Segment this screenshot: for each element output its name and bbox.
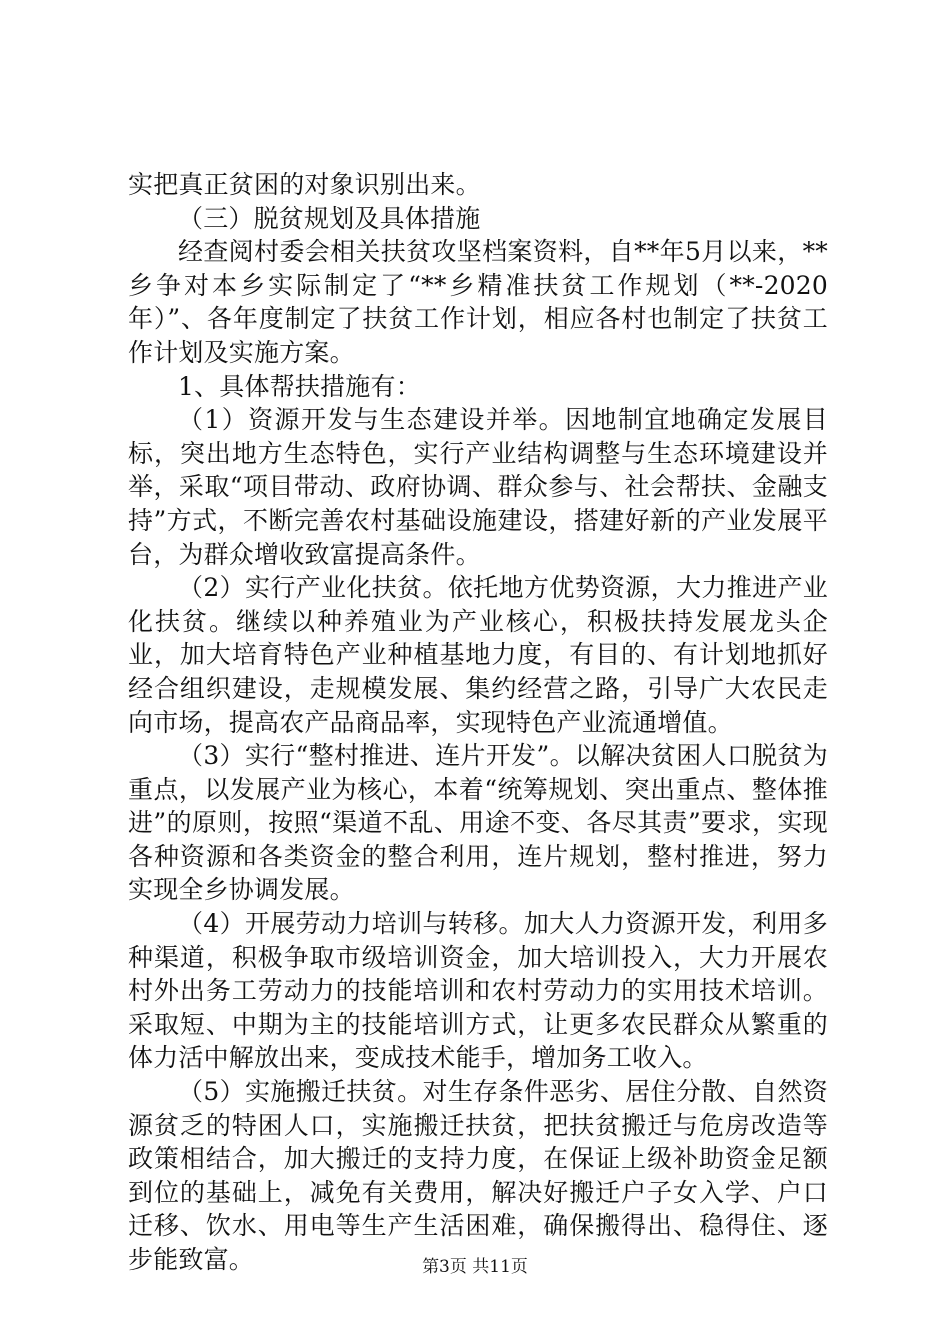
page-number-footer: 第3页 共11页	[422, 1257, 528, 1277]
paragraph-measure-2: （2）实行产业化扶贫。依托地方优势资源，大力推进产业化扶贫。继续以种养殖业为产业核心，积极扶持发展龙头企业，加大培育特色产业种植基地力度，有目的、有计划地抓好经合组织建设，走规模发展、集约经营之路，引导广大农民走向市场，提高农产品商品率，实现特色产业流通增值。	[128, 573, 828, 737]
document-body	[128, 168, 828, 1277]
paragraph-continuation: 实把真正贫困的对象识别出来。	[128, 170, 481, 199]
section-heading-poverty-plan: （三）脱贫规划及具体措施	[178, 203, 481, 233]
paragraph-measure-3: （3）实行“整村推进、连片开发”。以解决贫困人口脱贫为重点，以发展产业为核心，本着“统筹规划、突出重点、整体推进”的原则，按照“渠道不乱、用途不变、各尽其责”要求，实现各种资源和各类资金的整合利用，连片规划，整村推进，努力实现全乡协调发展。	[128, 741, 828, 905]
paragraph-measure-4: （4）开展劳动力培训与转移。加大人力资源开发，利用多种渠道，积极争取市级培训资金，加大培训投入，大力开展农村外出务工劳动力的技能培训和农村劳动力的实用技术培训。采取短、中期为主的技能培训方式，让更多农民群众从繁重的体力活中解放出来，变成技术能手，增加务工收入。	[128, 909, 828, 1073]
paragraph-measure-5: （5）实施搬迁扶贫。对生存条件恶劣、居住分散、自然资源贫乏的特困人口，实施搬迁扶贫，把扶贫搬迁与危房改造等政策相结合，加大搬迁的支持力度，在保证上级补助资金足额到位的基础上，减免有关费用，解决好搬迁户子女入学、户口迁移、饮水、用电等生产生活困难，确保搬得出、稳得住、逐步能致富。	[128, 1077, 828, 1274]
paragraph-measure-1: （1）资源开发与生态建设并举。因地制宜地确定发展目标，突出地方生态特色，实行产业结构调整与生态环境建设并举，采取“项目带动、政府协调、群众参与、社会帮扶、金融支持”方式，不断完善农村基础设施建设，搭建好新的产业发展平台，为群众增收致富提高条件。	[128, 405, 828, 569]
subheading-measures: 1、具体帮扶措施有：	[178, 371, 421, 401]
paragraph-archive-review: 经查阅村委会相关扶贫攻坚档案资料，自**年5月以来，**乡争对本乡实际制定了“**乡精准扶贫工作规划（**-2020年）”、各年度制定了扶贫工作计划，相应各村也制定了扶贫工作计划及实施方案。	[128, 237, 828, 367]
